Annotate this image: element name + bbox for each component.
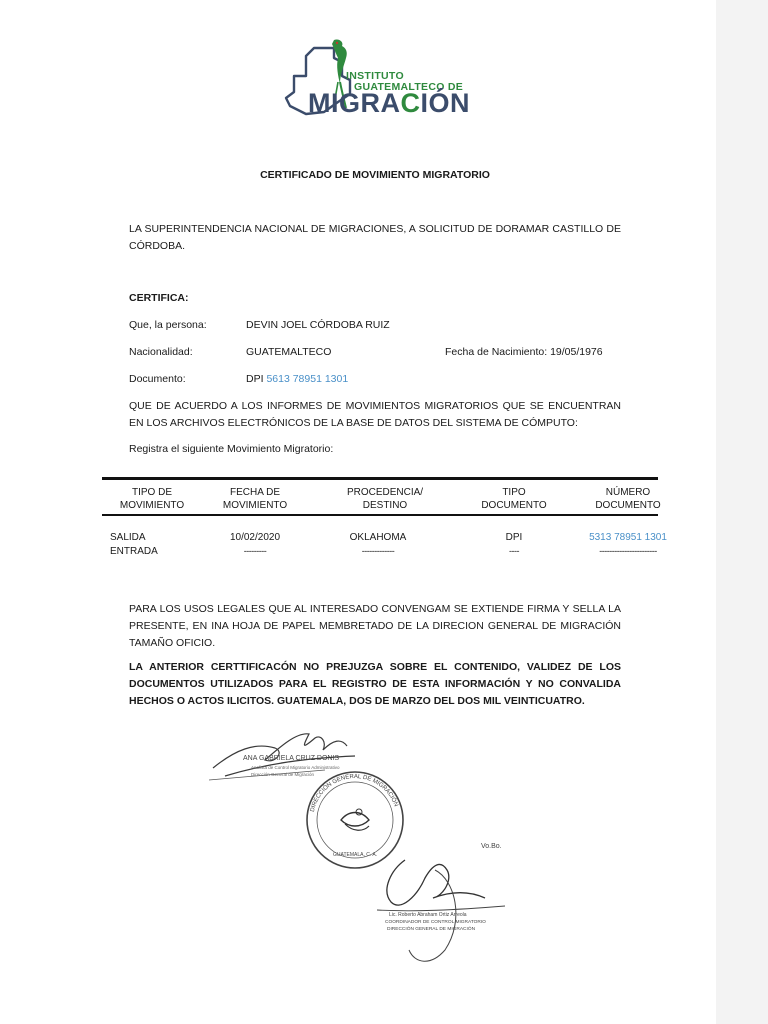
disclaimer-paragraph: LA ANTERIOR CERTTIFICACÓN NO PREJUZGA SOBRE EL CONTENIDO, VALIDEZ DE LOS DOCUMENTOS UTILIZADOS PARA EL REGISTRO DE ESTA INFORMACIÓN Y NO CONVALIDA HECHOS O ACTOS ILICITOS. GUATEMALA, DOS DE MARZO DEL DOS MIL VEINTICUATRO. bbox=[129, 661, 621, 707]
birth-date bbox=[445, 346, 603, 358]
migracion-logo bbox=[284, 36, 471, 126]
logo-line-1: INSTITUTO bbox=[346, 70, 404, 82]
header-tipo-movimiento: TIPO DE MOVIMIENTO bbox=[119, 487, 185, 511]
legal-paragraph: PARA LOS USOS LEGALES QUE AL INTERESADO CONVENGAM SE EXTIENDE FIRMA Y SELLA LA PRESENTE, EN INA HOJA DE PAPEL MEMBRETADO DE LA DIRECION GENERAL DE MIGRACIÓN TAMAÑO OFICIO. bbox=[129, 603, 621, 649]
logo-line-2: GUATEMALTECO DE bbox=[354, 81, 464, 93]
cell-movement-type: ENTRADA bbox=[110, 546, 158, 557]
logo-wordmark: MIGRACIÓN bbox=[308, 88, 471, 118]
signer1-unit: Dirección General de Migración bbox=[251, 772, 315, 777]
birth-date-value: 19/05/1976 bbox=[550, 346, 603, 358]
cell-movement-type: SALIDA bbox=[110, 532, 146, 543]
vobo-label: Vo.Bo. bbox=[481, 843, 502, 850]
certifica-label: CERTIFICA: bbox=[129, 292, 189, 304]
table-top-rule bbox=[102, 477, 658, 480]
header-numero-documento: NÚMERO DOCUMENTO bbox=[595, 487, 661, 511]
nationality-value: GUATEMALTECO bbox=[246, 346, 332, 358]
signer2-unit: DIRECCIÓN GENERAL DE MIGRACIÓN bbox=[387, 927, 476, 932]
document-title: CERTIFICADO DE MOVIMIENTO MIGRATORIO bbox=[260, 169, 490, 181]
cell-origin-destination: OKLAHOMA bbox=[349, 532, 407, 543]
document-label: Documento: bbox=[129, 373, 186, 385]
records-paragraph: QUE DE ACUERDO A LOS INFORMES DE MOVIMIENTOS MIGRATORIOS QUE SE ENCUENTRAN EN LOS ARCHIVOS ELECTRÓNICOS DE LA BASE DE DATOS DEL SISTEMA DE CÓMPUTO: bbox=[129, 400, 621, 429]
birth-date-label: Fecha de Nacimiento: bbox=[445, 346, 548, 358]
intro-paragraph: LA SUPERINTENDENCIA NACIONAL DE MIGRACIONES, A SOLICITUD DE DORAMAR CASTILLO DE CÓRDOBA. bbox=[129, 223, 621, 252]
document-type: DPI bbox=[246, 373, 264, 385]
table-header-rule bbox=[102, 514, 658, 516]
document-number: 5613 78951 1301 bbox=[266, 373, 349, 385]
stamp-text: DIRECCIÓN GENERAL DE MIGRACIÓN bbox=[309, 773, 399, 813]
page-edge bbox=[716, 0, 768, 1024]
registers-text: Registra el siguiente Movimiento Migratorio: bbox=[129, 443, 334, 455]
cell-document-type: ---- bbox=[509, 546, 519, 556]
nationality-label: Nacionalidad: bbox=[129, 346, 193, 358]
header-fecha-movimiento: FECHA DE MOVIMIENTO bbox=[222, 487, 288, 511]
cell-document-number: 5313 78951 1301 bbox=[589, 532, 667, 543]
cell-origin-destination: ------------- bbox=[361, 546, 395, 556]
person-label: Que, la persona: bbox=[129, 319, 207, 331]
signer2-title: COORDINADOR DE CONTROL MIGRATORIO bbox=[385, 920, 486, 925]
cell-movement-date: 10/02/2020 bbox=[229, 532, 281, 543]
signer1-title: Analista de Control Migratorio Administrativo bbox=[251, 765, 340, 770]
person-name: DEVIN JOEL CÓRDOBA RUIZ bbox=[246, 319, 390, 331]
signer2-name: Lic. Roberto Abraham Ortiz Arreola bbox=[389, 912, 467, 918]
signature-stamp-graphic bbox=[205, 720, 535, 970]
cell-document-number: ----------------------- bbox=[599, 546, 657, 556]
cell-document-type: DPI bbox=[505, 532, 523, 543]
stamp-bottom: GUATEMALA, C. A. bbox=[333, 852, 378, 858]
signer1-name: ANA GABRIELA CRUZ DONIS bbox=[243, 755, 340, 762]
header-tipo-documento: TIPO DOCUMENTO bbox=[481, 487, 547, 511]
header-procedencia-destino: PROCEDENCIA/ DESTINO bbox=[346, 487, 424, 511]
svg-text:DIRECCIÓN GENERAL DE MIGRACIÓN bbox=[310, 774, 399, 813]
signatures-and-stamp bbox=[205, 720, 535, 970]
document-value bbox=[246, 373, 348, 385]
cell-movement-date: --------- bbox=[243, 546, 267, 556]
